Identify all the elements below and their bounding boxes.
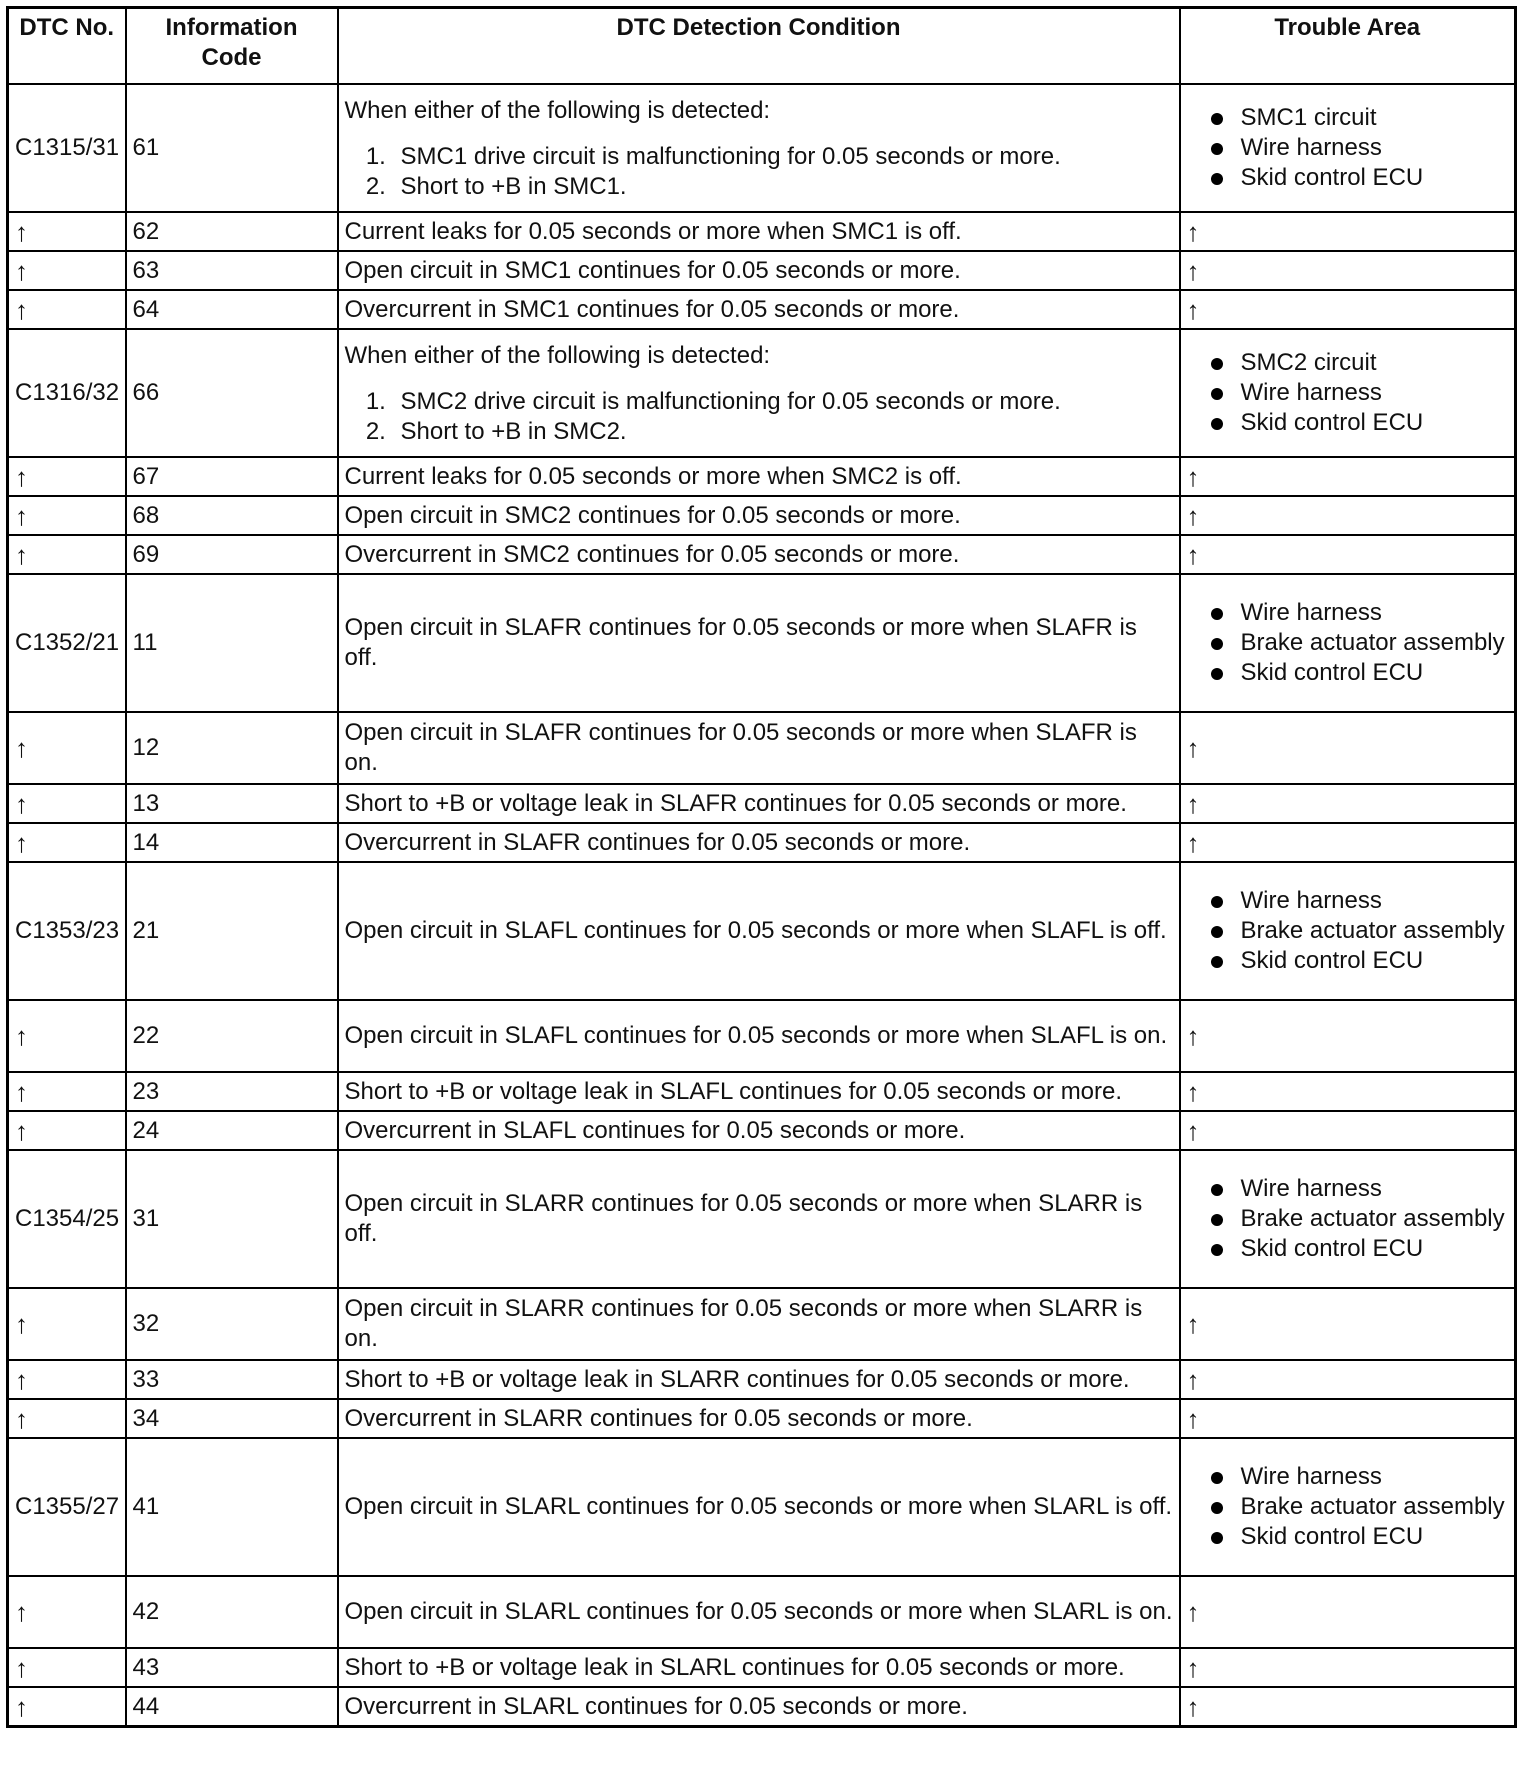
table-row [8, 1576, 1516, 1648]
trouble-area-item [1211, 1522, 1509, 1552]
table-row [8, 329, 1516, 457]
table-row [8, 1399, 1516, 1438]
same-as-above-arrow: ↑ [8, 1687, 126, 1727]
detection-condition: Open circuit in SLAFL continues for 0.05 seconds or more when SLAFL is off. [338, 862, 1180, 1000]
trouble-area [1180, 84, 1516, 212]
trouble-area-label: Skid control ECU [1240, 659, 1424, 686]
trouble-area-label: Wire harness [1240, 134, 1382, 161]
condition-intro: When either of the following is detected: [344, 342, 771, 369]
detection-condition: Open circuit in SLAFR continues for 0.05 seconds or more when SLAFR is on. [338, 712, 1180, 784]
detection-condition [338, 84, 1180, 212]
table-row [8, 84, 1516, 212]
trouble-area-item [1211, 1492, 1509, 1522]
same-as-above-arrow: ↑ [8, 1360, 126, 1399]
same-as-above-arrow: ↑ [1180, 784, 1516, 823]
detection-condition: Overcurrent in SLARL continues for 0.05 seconds or more. [338, 1687, 1180, 1727]
same-as-above-arrow: ↑ [8, 1648, 126, 1687]
detection-condition: Open circuit in SLAFL continues for 0.05 seconds or more when SLAFL is on. [338, 1000, 1180, 1072]
table-row [8, 712, 1516, 784]
condition-step: 1. SMC1 drive circuit is malfunctioning for 0.05 seconds or more. [393, 142, 1173, 172]
trouble-area-item [1211, 1462, 1509, 1492]
same-as-above-arrow: ↑ [8, 457, 126, 496]
dtc-number: C1352/21 [8, 574, 126, 712]
detection-condition: Overcurrent in SLAFL continues for 0.05 seconds or more. [338, 1111, 1180, 1150]
trouble-area [1180, 1438, 1516, 1576]
info-code: 31 [126, 1150, 338, 1288]
bullet-icon [1211, 1472, 1223, 1484]
trouble-area-item [1211, 1234, 1509, 1264]
info-code: 21 [126, 862, 338, 1000]
table-body [8, 84, 1516, 1727]
same-as-above-arrow: ↑ [1180, 1360, 1516, 1399]
info-code: 12 [126, 712, 338, 784]
detection-condition: Short to +B or voltage leak in SLAFL continues for 0.05 seconds or more. [338, 1072, 1180, 1111]
info-code: 43 [126, 1648, 338, 1687]
same-as-above-arrow: ↑ [8, 823, 126, 862]
trouble-area-item [1211, 1204, 1509, 1234]
table-row [8, 457, 1516, 496]
detection-condition: Overcurrent in SMC2 continues for 0.05 seconds or more. [338, 535, 1180, 574]
same-as-above-arrow: ↑ [1180, 1111, 1516, 1150]
same-as-above-arrow: ↑ [1180, 1648, 1516, 1687]
info-code: 32 [126, 1288, 338, 1360]
info-code: 44 [126, 1687, 338, 1727]
bullet-icon [1211, 956, 1223, 968]
bullet-icon [1211, 638, 1223, 650]
same-as-above-arrow: ↑ [1180, 823, 1516, 862]
bullet-icon [1211, 113, 1223, 125]
info-code: 68 [126, 496, 338, 535]
detection-condition [338, 329, 1180, 457]
table-header-row [8, 8, 1516, 85]
detection-condition: Open circuit in SMC2 continues for 0.05 seconds or more. [338, 496, 1180, 535]
info-code: 69 [126, 535, 338, 574]
table-row [8, 784, 1516, 823]
info-code: 33 [126, 1360, 338, 1399]
header-trouble-area: Trouble Area [1180, 8, 1516, 85]
info-code: 67 [126, 457, 338, 496]
detection-condition: Short to +B or voltage leak in SLAFR continues for 0.05 seconds or more. [338, 784, 1180, 823]
trouble-area-label: Brake actuator assembly [1240, 1205, 1505, 1232]
trouble-area-label: Brake actuator assembly [1240, 629, 1505, 656]
trouble-area-label: Skid control ECU [1240, 1523, 1424, 1550]
bullet-icon [1211, 143, 1223, 155]
trouble-area-list [1187, 1462, 1509, 1552]
trouble-area [1180, 329, 1516, 457]
same-as-above-arrow: ↑ [8, 212, 126, 251]
info-code: 24 [126, 1111, 338, 1150]
same-as-above-arrow: ↑ [8, 496, 126, 535]
info-code: 41 [126, 1438, 338, 1576]
trouble-area-item [1211, 348, 1509, 378]
trouble-area-item [1211, 133, 1509, 163]
same-as-above-arrow: ↑ [1180, 1576, 1516, 1648]
dtc-number: C1353/23 [8, 862, 126, 1000]
detection-condition: Open circuit in SMC1 continues for 0.05 seconds or more. [338, 251, 1180, 290]
trouble-area-label: Brake actuator assembly [1240, 1493, 1505, 1520]
trouble-area-list [1187, 886, 1509, 976]
same-as-above-arrow: ↑ [1180, 496, 1516, 535]
bullet-icon [1211, 1184, 1223, 1196]
trouble-area-item [1211, 163, 1509, 193]
trouble-area-item [1211, 658, 1509, 688]
trouble-area-item [1211, 946, 1509, 976]
bullet-icon [1211, 418, 1223, 430]
same-as-above-arrow: ↑ [1180, 1072, 1516, 1111]
table-row [8, 1072, 1516, 1111]
detection-condition: Overcurrent in SLAFR continues for 0.05 seconds or more. [338, 823, 1180, 862]
detection-condition: Overcurrent in SMC1 continues for 0.05 seconds or more. [338, 290, 1180, 329]
table-row [8, 290, 1516, 329]
trouble-area-label: Wire harness [1240, 1463, 1382, 1490]
info-code: 13 [126, 784, 338, 823]
condition-steps [345, 387, 1173, 447]
info-code: 61 [126, 84, 338, 212]
same-as-above-arrow: ↑ [1180, 535, 1516, 574]
bullet-icon [1211, 1532, 1223, 1544]
trouble-area [1180, 1150, 1516, 1288]
same-as-above-arrow: ↑ [1180, 1000, 1516, 1072]
table-row [8, 251, 1516, 290]
dtc-number: C1316/32 [8, 329, 126, 457]
detection-condition: Open circuit in SLARR continues for 0.05 seconds or more when SLARR is off. [338, 1150, 1180, 1288]
trouble-area-item [1211, 886, 1509, 916]
header-dtc-no: DTC No. [8, 8, 126, 85]
table-row [8, 862, 1516, 1000]
trouble-area-label: SMC2 circuit [1240, 349, 1377, 376]
table-row [8, 574, 1516, 712]
same-as-above-arrow: ↑ [8, 1111, 126, 1150]
trouble-area-item [1211, 628, 1509, 658]
bullet-icon [1211, 1502, 1223, 1514]
detection-condition: Open circuit in SLARR continues for 0.05 seconds or more when SLARR is on. [338, 1288, 1180, 1360]
trouble-area-list [1187, 598, 1509, 688]
bullet-icon [1211, 668, 1223, 680]
table-row [8, 1360, 1516, 1399]
detection-condition: Open circuit in SLAFR continues for 0.05 seconds or more when SLAFR is off. [338, 574, 1180, 712]
condition-step: 2. Short to +B in SMC1. [393, 172, 1173, 202]
table-row [8, 1687, 1516, 1727]
same-as-above-arrow: ↑ [8, 1399, 126, 1438]
dtc-number: C1354/25 [8, 1150, 126, 1288]
same-as-above-arrow: ↑ [1180, 251, 1516, 290]
trouble-area-label: Wire harness [1240, 599, 1382, 626]
trouble-area-list [1187, 348, 1509, 438]
info-code: 11 [126, 574, 338, 712]
detection-condition: Short to +B or voltage leak in SLARR continues for 0.05 seconds or more. [338, 1360, 1180, 1399]
info-code: 23 [126, 1072, 338, 1111]
table-row [8, 496, 1516, 535]
detection-condition: Overcurrent in SLARR continues for 0.05 seconds or more. [338, 1399, 1180, 1438]
bullet-icon [1211, 608, 1223, 620]
detection-condition: Short to +B or voltage leak in SLARL continues for 0.05 seconds or more. [338, 1648, 1180, 1687]
info-code: 63 [126, 251, 338, 290]
same-as-above-arrow: ↑ [1180, 712, 1516, 784]
trouble-area-label: Wire harness [1240, 887, 1382, 914]
detection-condition: Current leaks for 0.05 seconds or more when SMC2 is off. [338, 457, 1180, 496]
bullet-icon [1211, 896, 1223, 908]
trouble-area-item [1211, 598, 1509, 628]
trouble-area-item [1211, 408, 1509, 438]
bullet-icon [1211, 926, 1223, 938]
bullet-icon [1211, 388, 1223, 400]
info-code: 64 [126, 290, 338, 329]
info-code: 42 [126, 1576, 338, 1648]
dtc-number: C1315/31 [8, 84, 126, 212]
info-code: 22 [126, 1000, 338, 1072]
table-row [8, 1111, 1516, 1150]
info-code: 66 [126, 329, 338, 457]
info-code: 62 [126, 212, 338, 251]
trouble-area-item [1211, 916, 1509, 946]
table-row [8, 1648, 1516, 1687]
header-detection-condition: DTC Detection Condition [338, 8, 1180, 85]
trouble-area [1180, 574, 1516, 712]
same-as-above-arrow: ↑ [8, 1576, 126, 1648]
trouble-area-label: Wire harness [1240, 379, 1382, 406]
trouble-area-label: Brake actuator assembly [1240, 917, 1505, 944]
table-row [8, 1150, 1516, 1288]
same-as-above-arrow: ↑ [1180, 212, 1516, 251]
condition-steps [345, 142, 1173, 202]
trouble-area-label: SMC1 circuit [1240, 104, 1377, 131]
trouble-area-item [1211, 103, 1509, 133]
info-code: 14 [126, 823, 338, 862]
same-as-above-arrow: ↑ [8, 712, 126, 784]
table-row [8, 1438, 1516, 1576]
same-as-above-arrow: ↑ [8, 1000, 126, 1072]
table-row [8, 1288, 1516, 1360]
dtc-table [6, 6, 1517, 1728]
same-as-above-arrow: ↑ [1180, 1399, 1516, 1438]
condition-step: 2. Short to +B in SMC2. [393, 417, 1173, 447]
same-as-above-arrow: ↑ [8, 784, 126, 823]
trouble-area-label: Skid control ECU [1240, 164, 1424, 191]
detection-condition: Open circuit in SLARL continues for 0.05 seconds or more when SLARL is off. [338, 1438, 1180, 1576]
table-row [8, 212, 1516, 251]
same-as-above-arrow: ↑ [1180, 457, 1516, 496]
trouble-area-label: Skid control ECU [1240, 409, 1424, 436]
table-row [8, 535, 1516, 574]
detection-condition: Current leaks for 0.05 seconds or more when SMC1 is off. [338, 212, 1180, 251]
trouble-area [1180, 862, 1516, 1000]
same-as-above-arrow: ↑ [1180, 290, 1516, 329]
same-as-above-arrow: ↑ [8, 1072, 126, 1111]
condition-step: 1. SMC2 drive circuit is malfunctioning for 0.05 seconds or more. [393, 387, 1173, 417]
same-as-above-arrow: ↑ [8, 290, 126, 329]
dtc-table-page [6, 6, 1514, 1772]
same-as-above-arrow: ↑ [1180, 1288, 1516, 1360]
trouble-area-item [1211, 1174, 1509, 1204]
dtc-number: C1355/27 [8, 1438, 126, 1576]
same-as-above-arrow: ↑ [8, 251, 126, 290]
same-as-above-arrow: ↑ [8, 1288, 126, 1360]
table-row [8, 823, 1516, 862]
trouble-area-list [1187, 103, 1509, 193]
same-as-above-arrow: ↑ [8, 535, 126, 574]
trouble-area-list [1187, 1174, 1509, 1264]
detection-condition: Open circuit in SLARL continues for 0.05 seconds or more when SLARL is on. [338, 1576, 1180, 1648]
table-row [8, 1000, 1516, 1072]
header-information-code: Information Code [126, 8, 338, 85]
bullet-icon [1211, 1214, 1223, 1226]
trouble-area-item [1211, 378, 1509, 408]
trouble-area-label: Wire harness [1240, 1175, 1382, 1202]
bullet-icon [1211, 173, 1223, 185]
info-code: 34 [126, 1399, 338, 1438]
same-as-above-arrow: ↑ [1180, 1687, 1516, 1727]
trouble-area-label: Skid control ECU [1240, 947, 1424, 974]
bullet-icon [1211, 1244, 1223, 1256]
bullet-icon [1211, 358, 1223, 370]
condition-intro: When either of the following is detected: [344, 97, 771, 124]
trouble-area-label: Skid control ECU [1240, 1235, 1424, 1262]
